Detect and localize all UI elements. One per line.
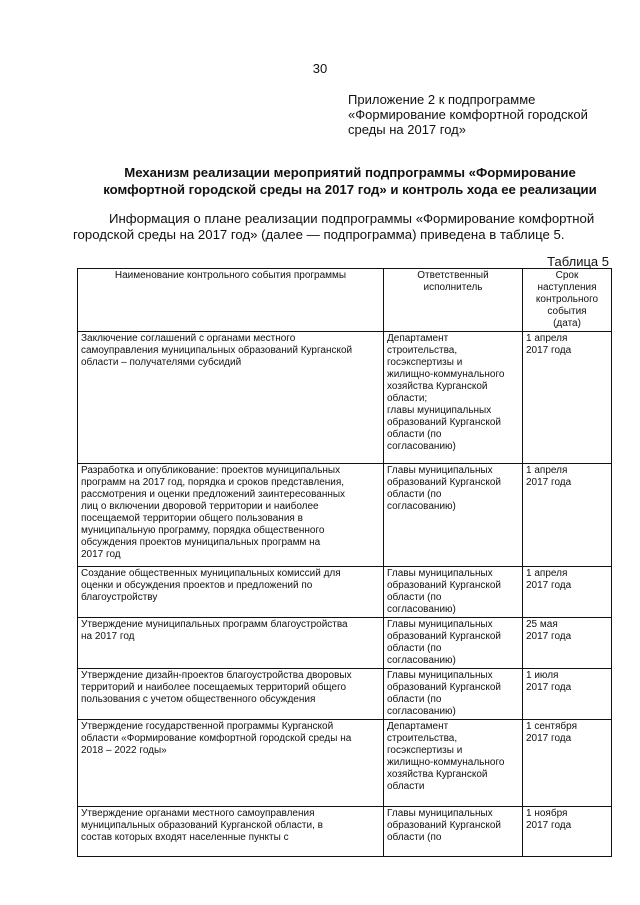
cell-event bbox=[78, 618, 384, 669]
appendix-line: Приложение 2 к подпрограмме bbox=[348, 92, 536, 107]
cell-line: пользования с учетом общественного обсуждения bbox=[81, 694, 316, 705]
cell-line: 1 апреля bbox=[526, 568, 568, 579]
cell-line: области (по bbox=[387, 643, 442, 654]
cell-executor bbox=[384, 332, 523, 464]
cell-line: оценки и обсуждения проектов и предложений по bbox=[81, 580, 313, 591]
cell-line: Утверждение государственной программы Курганской bbox=[81, 721, 334, 732]
cell-line: 2017 года bbox=[526, 345, 572, 356]
cell-line: Разработка и опубликование: проектов муниципальных bbox=[81, 465, 341, 476]
cell-line: Главы муниципальных bbox=[387, 568, 493, 579]
cell-line: хозяйства Курганской bbox=[387, 769, 488, 780]
cell-date bbox=[523, 464, 612, 567]
cell-executor bbox=[384, 567, 523, 618]
intro-line: Информация о плане реализации подпрограммы «Формирование комфортной bbox=[109, 211, 595, 226]
cell-line: муниципальных образований Курганской области, в bbox=[81, 820, 323, 831]
cell-line: посещаемой территории общего пользования в bbox=[81, 513, 303, 524]
cell-line: лиц о включении дворовой территории и наиболее bbox=[81, 501, 319, 512]
cell-line: образований Курганской bbox=[387, 580, 501, 591]
cell-line: Департамент bbox=[387, 333, 449, 344]
table-row bbox=[78, 332, 612, 464]
cell-line: Главы муниципальных bbox=[387, 670, 493, 681]
cell-date bbox=[523, 618, 612, 669]
cell-line: образований Курганской bbox=[387, 682, 501, 693]
cell-line: 2017 года bbox=[526, 477, 572, 488]
cell-line: (дата) bbox=[553, 318, 581, 329]
cell-executor bbox=[384, 669, 523, 720]
cell-date bbox=[523, 807, 612, 857]
cell-event bbox=[78, 567, 384, 618]
cell-line: Утверждение дизайн-проектов благоустройства дворовых bbox=[81, 670, 352, 681]
cell-line: области – получателями субсидий bbox=[81, 357, 242, 368]
cell-line: госэкспертизы и bbox=[387, 357, 463, 368]
cell-line: области bbox=[387, 781, 425, 792]
cell-line: 1 апреля bbox=[526, 465, 568, 476]
cell-line: 2017 года bbox=[526, 733, 572, 744]
table-row bbox=[78, 464, 612, 567]
cell-line: согласованию) bbox=[387, 604, 456, 615]
cell-event bbox=[78, 464, 384, 567]
cell-line: события bbox=[547, 306, 587, 317]
cell-line: состав которых входят населенные пункты с bbox=[81, 832, 289, 843]
cell-line: области (по bbox=[387, 429, 442, 440]
cell-executor bbox=[384, 720, 523, 807]
appendix-note bbox=[348, 92, 618, 137]
header-event bbox=[78, 269, 384, 332]
page-number: 30 bbox=[312, 61, 328, 76]
cell-event bbox=[78, 720, 384, 807]
cell-line: образований Курганской bbox=[387, 417, 501, 428]
cell-line: благоустройству bbox=[81, 592, 158, 603]
cell-line: 1 апреля bbox=[526, 333, 568, 344]
cell-line: наступления bbox=[537, 282, 597, 293]
cell-line: жилищно-коммунального bbox=[387, 369, 505, 380]
table-body bbox=[78, 332, 612, 857]
cell-line: Создание общественных муниципальных комиссий для bbox=[81, 568, 341, 579]
cell-line: 2017 года bbox=[526, 682, 572, 693]
document-title bbox=[60, 164, 640, 198]
cell-line: области (по bbox=[387, 489, 442, 500]
cell-line: Наименование контрольного события программы bbox=[114, 270, 347, 281]
cell-line: 2017 года bbox=[526, 631, 572, 642]
header-executor bbox=[384, 269, 523, 332]
table-row bbox=[78, 618, 612, 669]
cell-line: 25 мая bbox=[526, 619, 558, 630]
cell-line: Главы муниципальных bbox=[387, 465, 493, 476]
cell-line: образований Курганской bbox=[387, 820, 501, 831]
cell-line: Главы муниципальных bbox=[387, 808, 493, 819]
cell-line: согласованию) bbox=[387, 441, 456, 452]
appendix-line: среды на 2017 год» bbox=[348, 122, 466, 137]
cell-line: Ответственный bbox=[417, 270, 489, 281]
intro-paragraph bbox=[73, 211, 613, 243]
cell-event bbox=[78, 669, 384, 720]
cell-line: 2017 год bbox=[81, 549, 121, 560]
table-caption: Таблица 5 bbox=[547, 254, 609, 269]
cell-line: муниципальную программу, порядка общественного bbox=[81, 525, 325, 536]
cell-line: согласованию) bbox=[387, 501, 456, 512]
cell-executor bbox=[384, 618, 523, 669]
cell-line: госэкспертизы и bbox=[387, 745, 463, 756]
cell-line: 1 сентября bbox=[526, 721, 578, 732]
cell-executor bbox=[384, 807, 523, 857]
cell-line: территорий и наиболее посещаемых территорий общего bbox=[81, 682, 347, 693]
cell-line: главы муниципальных bbox=[387, 405, 492, 416]
cell-date bbox=[523, 332, 612, 464]
title-line: Механизм реализации мероприятий подпрограммы «Формирование bbox=[124, 165, 576, 180]
cell-line: области (по bbox=[387, 592, 442, 603]
cell-line: 2017 года bbox=[526, 580, 572, 591]
cell-line: обсуждения проектов муниципальных программ на bbox=[81, 537, 321, 548]
table-row bbox=[78, 807, 612, 857]
cell-line: 1 июля bbox=[526, 670, 559, 681]
cell-line: строительства, bbox=[387, 733, 458, 744]
cell-line: 2018 – 2022 годы» bbox=[81, 745, 167, 756]
cell-line: согласованию) bbox=[387, 655, 456, 666]
table-row bbox=[78, 567, 612, 618]
cell-event bbox=[78, 332, 384, 464]
cell-line: образований Курганской bbox=[387, 631, 501, 642]
cell-line: на 2017 год bbox=[81, 631, 135, 642]
cell-date bbox=[523, 669, 612, 720]
table-row bbox=[78, 669, 612, 720]
cell-line: согласованию) bbox=[387, 706, 456, 717]
cell-line: области (по bbox=[387, 832, 442, 843]
cell-line: строительства, bbox=[387, 345, 458, 356]
table-header-row bbox=[78, 269, 612, 332]
cell-date bbox=[523, 567, 612, 618]
cell-line: рассмотрения и оценки предложений заинтересованных bbox=[81, 489, 346, 500]
cell-line: образований Курганской bbox=[387, 477, 501, 488]
cell-line: Утверждение органами местного самоуправления bbox=[81, 808, 315, 819]
cell-event bbox=[78, 807, 384, 857]
appendix-line: «Формирование комфортной городской bbox=[348, 107, 588, 122]
cell-executor bbox=[384, 464, 523, 567]
cell-line: исполнитель bbox=[423, 282, 483, 293]
cell-line: области; bbox=[387, 393, 428, 404]
table-row bbox=[78, 720, 612, 807]
cell-line: 1 ноября bbox=[526, 808, 568, 819]
cell-line: области «Формирование комфортной городской среды на bbox=[81, 733, 352, 744]
cell-line: программ на 2017 год, порядка и сроков представления, bbox=[81, 477, 345, 488]
cell-line: хозяйства Курганской bbox=[387, 381, 488, 392]
cell-line: контрольного bbox=[535, 294, 599, 305]
cell-line: Департамент bbox=[387, 721, 449, 732]
intro-line: городской среды на 2017 год» (далее — подпрограмма) приведена в таблице 5. bbox=[73, 227, 565, 242]
header-date bbox=[523, 269, 612, 332]
cell-line: жилищно-коммунального bbox=[387, 757, 505, 768]
cell-line: самоуправления муниципальных образований Курганской bbox=[81, 345, 353, 356]
cell-date bbox=[523, 720, 612, 807]
cell-line: 2017 года bbox=[526, 820, 572, 831]
cell-line: Срок bbox=[555, 270, 579, 281]
cell-line: Утверждение муниципальных программ благоустройства bbox=[81, 619, 348, 630]
cell-line: Заключение соглашений с органами местного bbox=[81, 333, 296, 344]
events-table bbox=[77, 268, 612, 857]
cell-line: Главы муниципальных bbox=[387, 619, 493, 630]
cell-line: области (по bbox=[387, 694, 442, 705]
title-line: комфортной городской среды на 2017 год» и контроль хода ее реализации bbox=[103, 182, 597, 197]
